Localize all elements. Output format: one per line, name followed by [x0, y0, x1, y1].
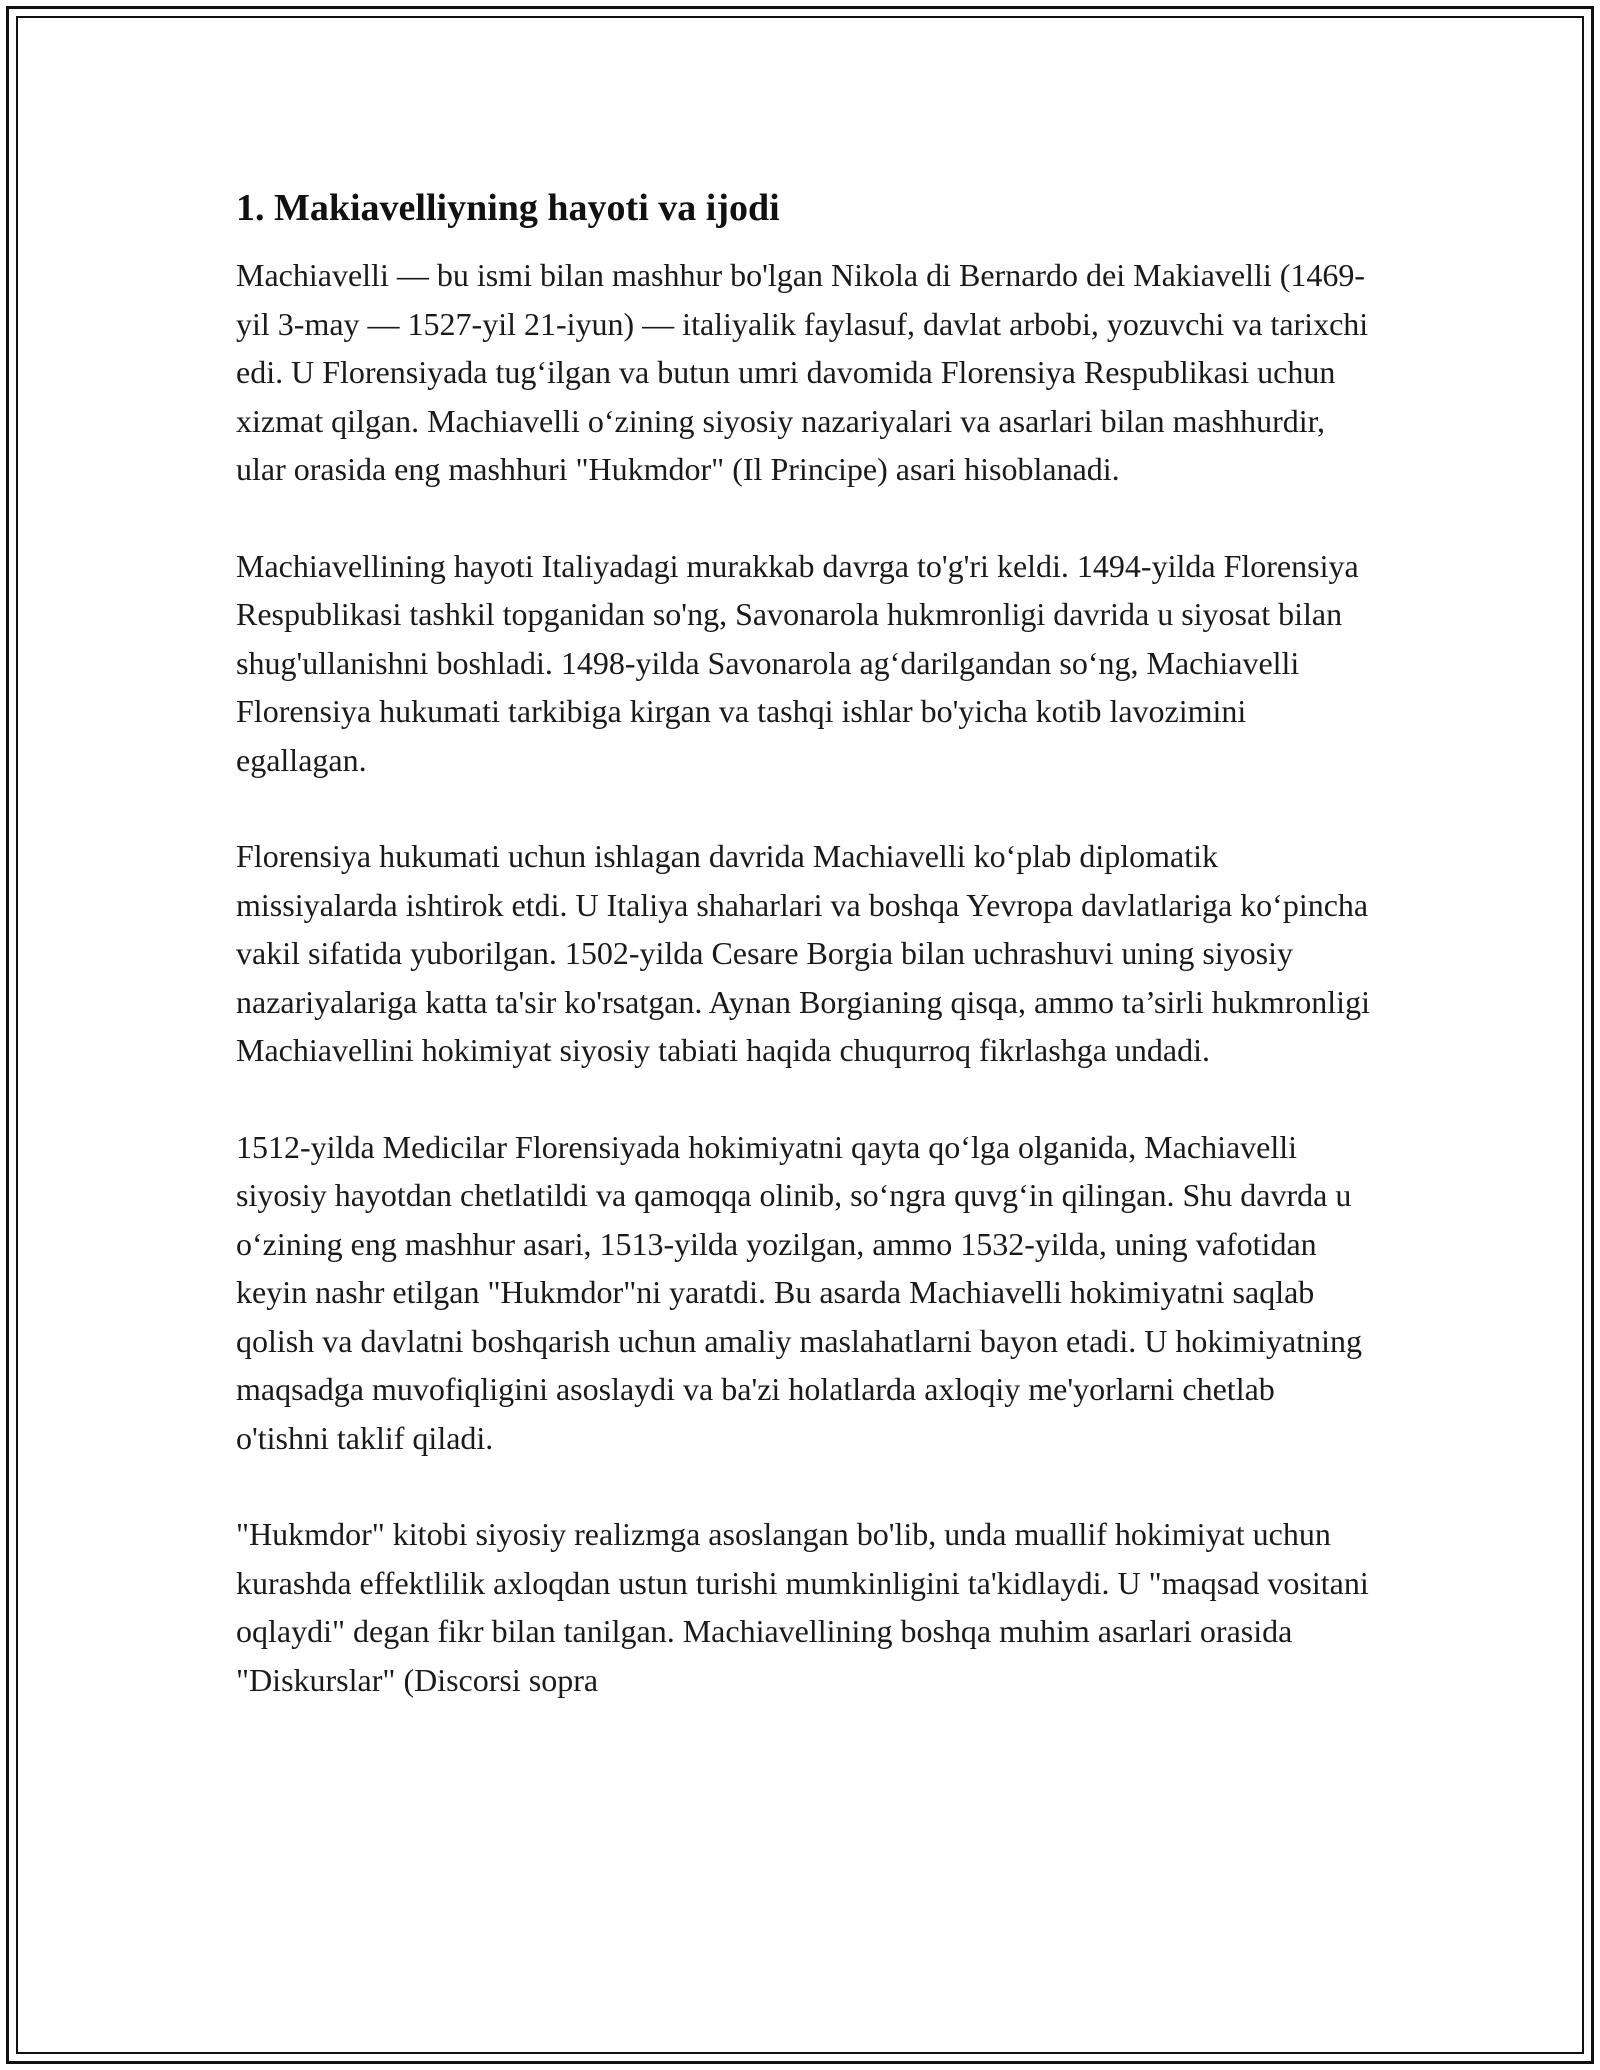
- paragraph-1: Machiavelli — bu ismi bilan mashhur bo'lgan Nikola di Bernardo dei Makiavelli (1469-yil 3-may — 1527-yil 21-iyun) — italiyalik faylasuf, davlat arbobi, yozuvchi va tarixchi edi. U Florensiyada tug‘ilgan va butun umri davomida Florensiya Respublikasi uchun xizmat qilgan. Machiavelli o‘zining siyosiy nazariyalari va asarlari bilan mashhurdir, ular orasida eng mashhuri "Hukmdor" (Il Principe) asari hisoblanadi.: [236, 257, 1369, 487]
- document-body: [236, 185, 1371, 1752]
- section-heading: 1. Makiavelliyning hayoti va ijodi: [236, 187, 780, 229]
- paragraph-3: Florensiya hukumati uchun ishlagan davrida Machiavelli ko‘plab diplomatik missiyalarda ishtirok etdi. U Italiya shaharlari va boshqa Yevropa davlatlariga ko‘pincha vakil sifatida yuborilgan. 1502-yilda Cesare Borgia bilan uchrashuvi uning siyosiy nazariyalariga katta ta'sir ko'rsatgan. Aynan Borgianing qisqa, ammo ta’sirli hukmronligi Machiavellini hokimiyat siyosiy tabiati haqida chuqurroq fikrlashga undadi.: [236, 838, 1370, 1068]
- paragraph-2: Machiavellining hayoti Italiyadagi murakkab davrga to'g'ri keldi. 1494-yilda Florensiya Respublikasi tashkil topganidan so'ng, Savonarola hukmronligi davrida u siyosat bilan shug'ullanishni boshladi. 1498-yilda Savonarola ag‘darilgandan so‘ng, Machiavelli Florensiya hukumati tarkibiga kirgan va tashqi ishlar bo'yicha kotib lavozimini egallagan.: [236, 547, 1359, 778]
- paragraph-4: 1512-yilda Medicilar Florensiyada hokimiyatni qayta qo‘lga olganida, Machiavelli siyosiy hayotdan chetlatildi va qamoqqa olinib, so‘ngra quvg‘in qilingan. Shu davrda u o‘zining eng mashhur asari, 1513-yilda yozilgan, ammo 1532-yilda, uning vafotidan keyin nashr etilgan "Hukmdor"ni yaratdi. Bu asarda Machiavelli hokimiyatni saqlab qolish va davlatni boshqarish uchun amaliy maslahatlarni bayon etadi. U hokimiyatning maqsadga muvofiqligini asoslaydi va ba'zi holatlarda axloqiy me'yorlarni chetlab o'tishni taklif qiladi.: [236, 1128, 1362, 1456]
- paragraph-5: "Hukmdor" kitobi siyosiy realizmga asoslangan bo'lib, unda muallif hokimiyat uchun kurashda effektlilik axloqdan ustun turishi mumkinligini ta'kidlaydi. U "maqsad vositani oqlaydi" degan fikr bilan tanilgan. Machiavellining boshqa muhim asarlari orasida "Diskurslar" (Discorsi sopra: [236, 1516, 1369, 1698]
